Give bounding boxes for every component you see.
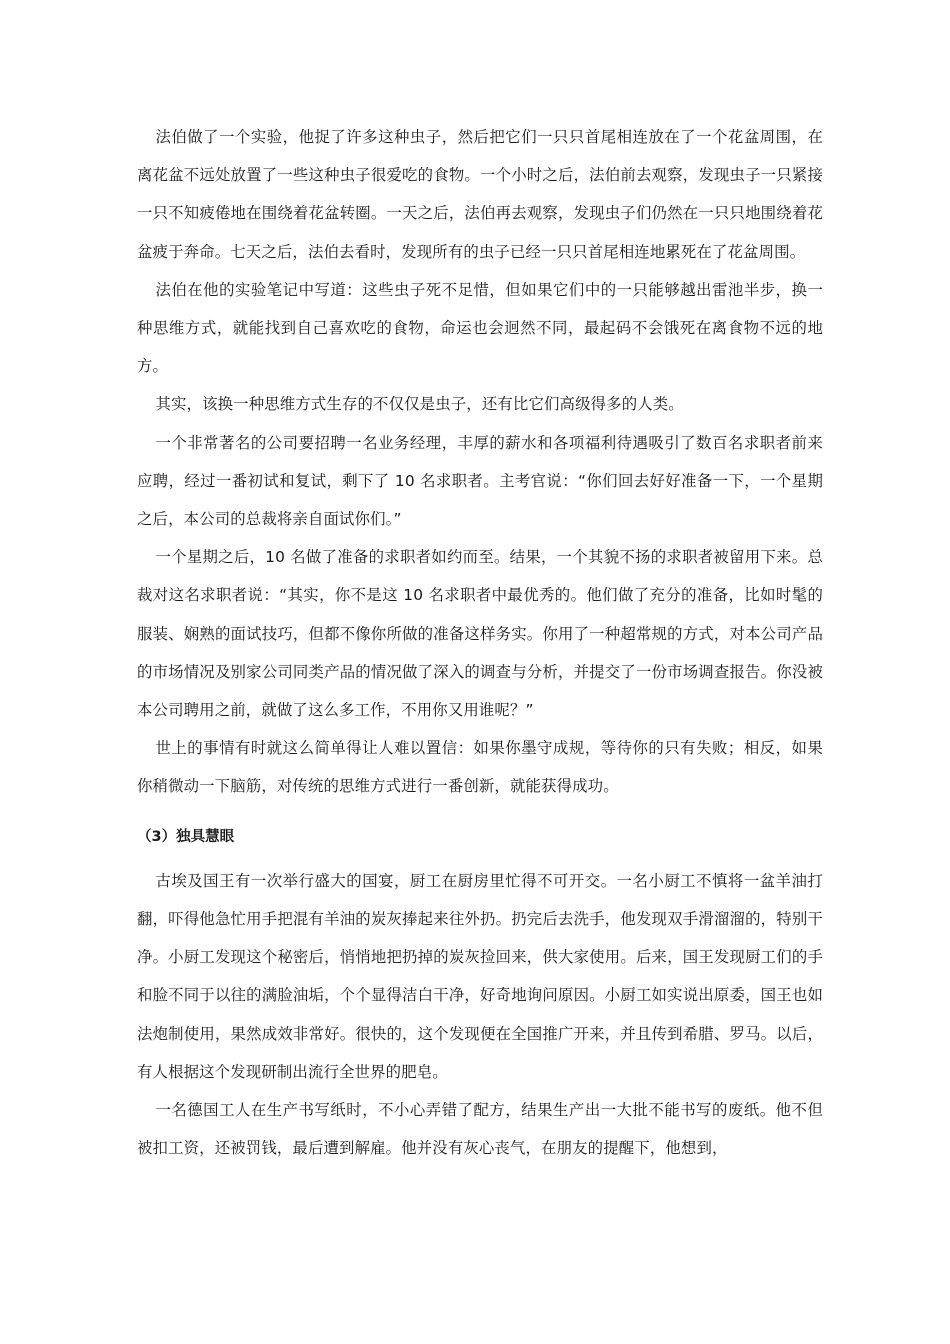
paragraph-experiment: 法伯做了一个实验，他捉了许多这种虫子，然后把它们一只只首尾相连放在了一个花盆周围，在离花盆不远处放置了一些这种虫子很爱吃的食物。一个小时之后，法伯前去观察，发现虫子一只紧接一只不知疲倦地在围绕着花盆转圈。一天之后，法伯再去观察，发现虫子们仍然在一只只地围绕着花盆疲于奔命。七天之后，法伯去看时，发现所有的虫子已经一只只首尾相连地累死在了花盆周围。 [137, 128, 823, 261]
paragraph-recruitment: 一个非常著名的公司要招聘一名业务经理，丰厚的薪水和各项福利待遇吸引了数百名求职者前来应聘，经过一番初试和复试，剩下了 10 名求职者。主考官说：“你们回去好好准备一下，一个星期之后，本公司的总裁将亲自面试你们。” [137, 433, 823, 529]
paragraph-notes: 法伯在他的实验笔记中写道：这些虫子死不足惜，但如果它们中的一只能够越出雷池半步，换一种思维方式，就能找到自己喜欢吃的食物，命运也会迥然不同，最起码不会饿死在离食物不远的地方。 [137, 280, 823, 376]
paragraph-paper-story: 一名德国工人在生产书写纸时，不小心弄错了配方，结果生产出一大批不能书写的废纸。他不但被扣工资，还被罚钱，最后遭到解雇。他并没有灰心丧气，在朋友的提醒下，他想到， [137, 1101, 823, 1158]
paragraph-interview: 一个星期之后，10 名做了准备的求职者如约而至。结果，一个其貌不扬的求职者被留用下来。总裁对这名求职者说：“其实，你不是这 10 名求职者中最优秀的。他们做了充分的准备，比如时髦的服装、娴熟的面试技巧，但都不像你所做的准备这样务实。你用了一种超常规的方式，对本公司产品的市场情况及别家公司同类产品的情况做了深入的调查与分析，并提交了一份市场调查报告。你没被本公司聘用之前，就做了这么多工作，不用你又用谁呢？” [137, 548, 823, 720]
section-heading: （3）独具慧眼 [137, 828, 235, 845]
document-page [137, 118, 823, 1167]
paragraph-conclusion: 世上的事情有时就这么简单得让人难以置信：如果你墨守成规，等待你的只有失败；相反，如果你稍微动一下脑筋，对传统的思维方式进行一番创新，就能获得成功。 [137, 739, 823, 796]
paragraph-humans: 其实，该换一种思维方式生存的不仅仅是虫子，还有比它们高级得多的人类。 [155, 395, 684, 414]
paragraph-soap-story: 古埃及国王有一次举行盛大的国宴，厨工在厨房里忙得不可开交。一名小厨工不慎将一盆羊油打翻，吓得他急忙用手把混有羊油的炭灰捧起来往外扔。扔完后去洗手，他发现双手滑溜溜的，特别干净。小厨工发现这个秘密后，悄悄地把扔掉的炭灰捡回来，供大家使用。后来，国王发现厨工们的手和脸不同于以往的满脸油垢，个个显得洁白干净，好奇地询问原因。小厨工如实说出原委，国王也如法炮制使用，果然成效非常好。很快的，这个发现便在全国推广开来，并且传到希腊、罗马。以后，有人根据这个发现研制出流行全世界的肥皂。 [137, 871, 823, 1081]
